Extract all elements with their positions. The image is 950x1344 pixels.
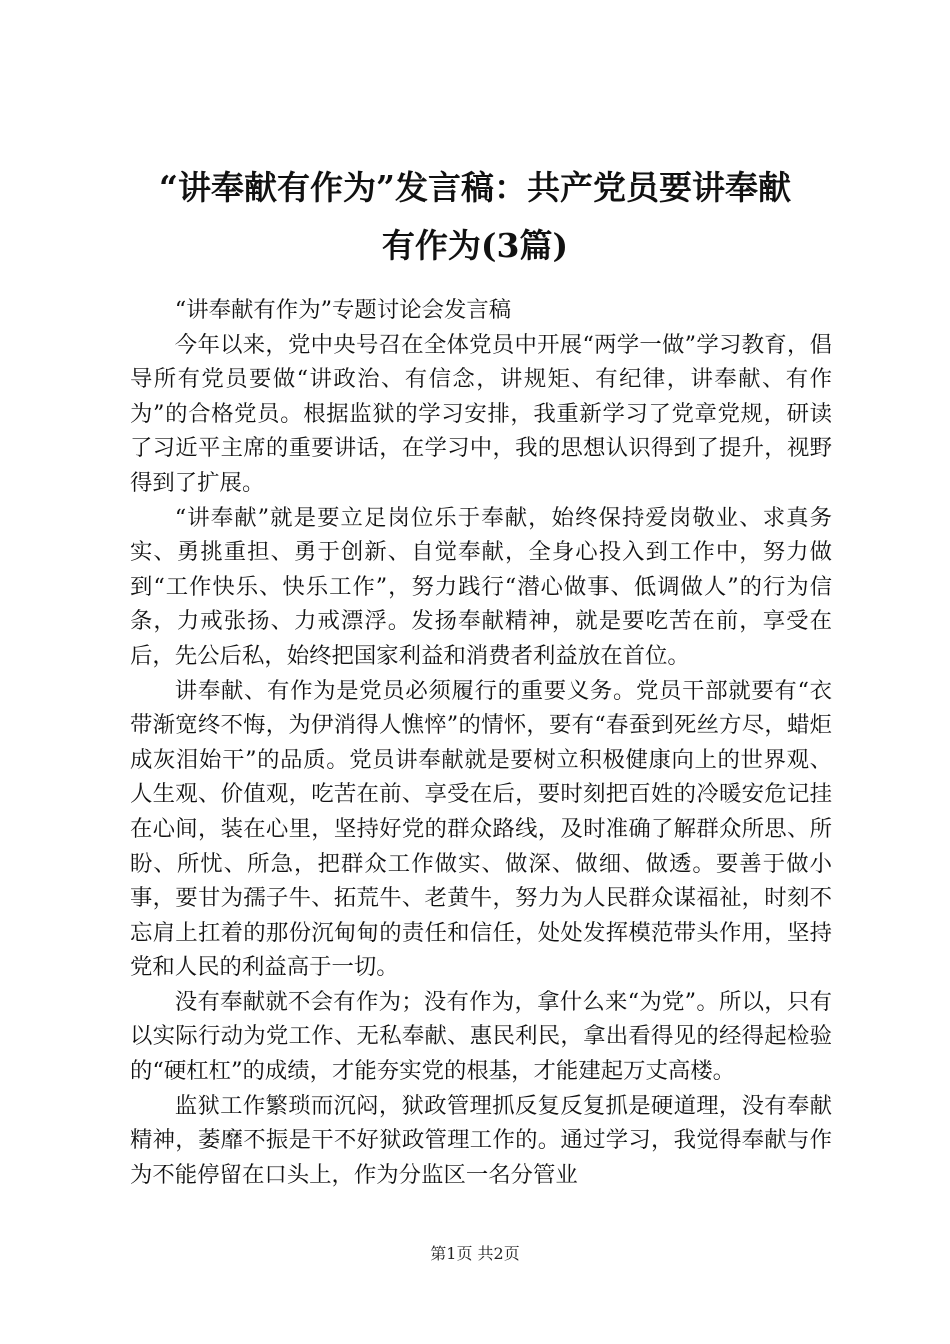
body-paragraph: 讲奉献、有作为是党员必须履行的重要义务。党员干部就要有“衣带渐宽终不悔，为伊消得人憔悴”的情怀，要有“春蚕到死丝方尽，蜡炬成灰泪始干”的品质。党员讲奉献就是要树立积极健康向上的世界观、人生观、价值观，吃苦在前、享受在后，要时刻把百姓的冷暖安危记挂在心间，装在心里，坚持好党的群众路线，及时准确了解群众所思、所盼、所忧、所急，把群众工作做实、做深、做细、做透。要善于做小事，要甘为孺子牛、拓荒牛、老黄牛，努力为人民群众谋福祉，时刻不忘肩上扛着的那份沉甸甸的责任和信任，处处发挥模范带头作用，坚持党和人民的利益高于一切。: [130, 677, 832, 981]
body-paragraph: 监狱工作繁琐而沉闷，狱政管理抓反复反复抓是硬道理，没有奉献精神，萎靡不振是干不好狱政管理工作的。通过学习，我觉得奉献与作为不能停留在口头上，作为分监区一名分管业: [130, 1092, 832, 1188]
document-title-line-1: “讲奉献有作为”发言稿：共产党员要讲奉献: [159, 168, 791, 207]
subtitle-paragraph: “讲奉献有作为”专题讨论会发言稿: [174, 297, 512, 323]
document-body: [130, 293, 832, 1192]
body-paragraph: 今年以来，党中央号召在全体党员中开展“两学一做”学习教育，倡导所有党员要做“讲政治、有信念，讲规矩、有纪律，讲奉献、有作为”的合格党员。根据监狱的学习安排，我重新学习了党章党规，研读了习近平主席的重要讲话，在学习中，我的思想认识得到了提升，视野得到了扩展。: [130, 331, 832, 496]
body-paragraph: “讲奉献”就是要立足岗位乐于奉献，始终保持爱岗敬业、求真务实、勇挑重担、勇于创新、自觉奉献，全身心投入到工作中，努力做到“工作快乐、快乐工作”，努力践行“潜心做事、低调做人”的行为信条，力戒张扬、力戒漂浮。发扬奉献精神，就是要吃苦在前，享受在后，先公后私，始终把国家利益和消费者利益放在首位。: [130, 504, 832, 669]
body-paragraph: 没有奉献就不会有作为；没有作为，拿什么来“为党”。所以，只有以实际行动为党工作、无私奉献、惠民利民，拿出看得见的经得起检验的“硬杠杠”的成绩，才能夯实党的根基，才能建起万丈高楼。: [130, 988, 832, 1085]
document-title-line-2: 有作为(3篇): [381, 226, 569, 265]
page-number-footer: 第1页 共2页: [430, 1244, 520, 1263]
